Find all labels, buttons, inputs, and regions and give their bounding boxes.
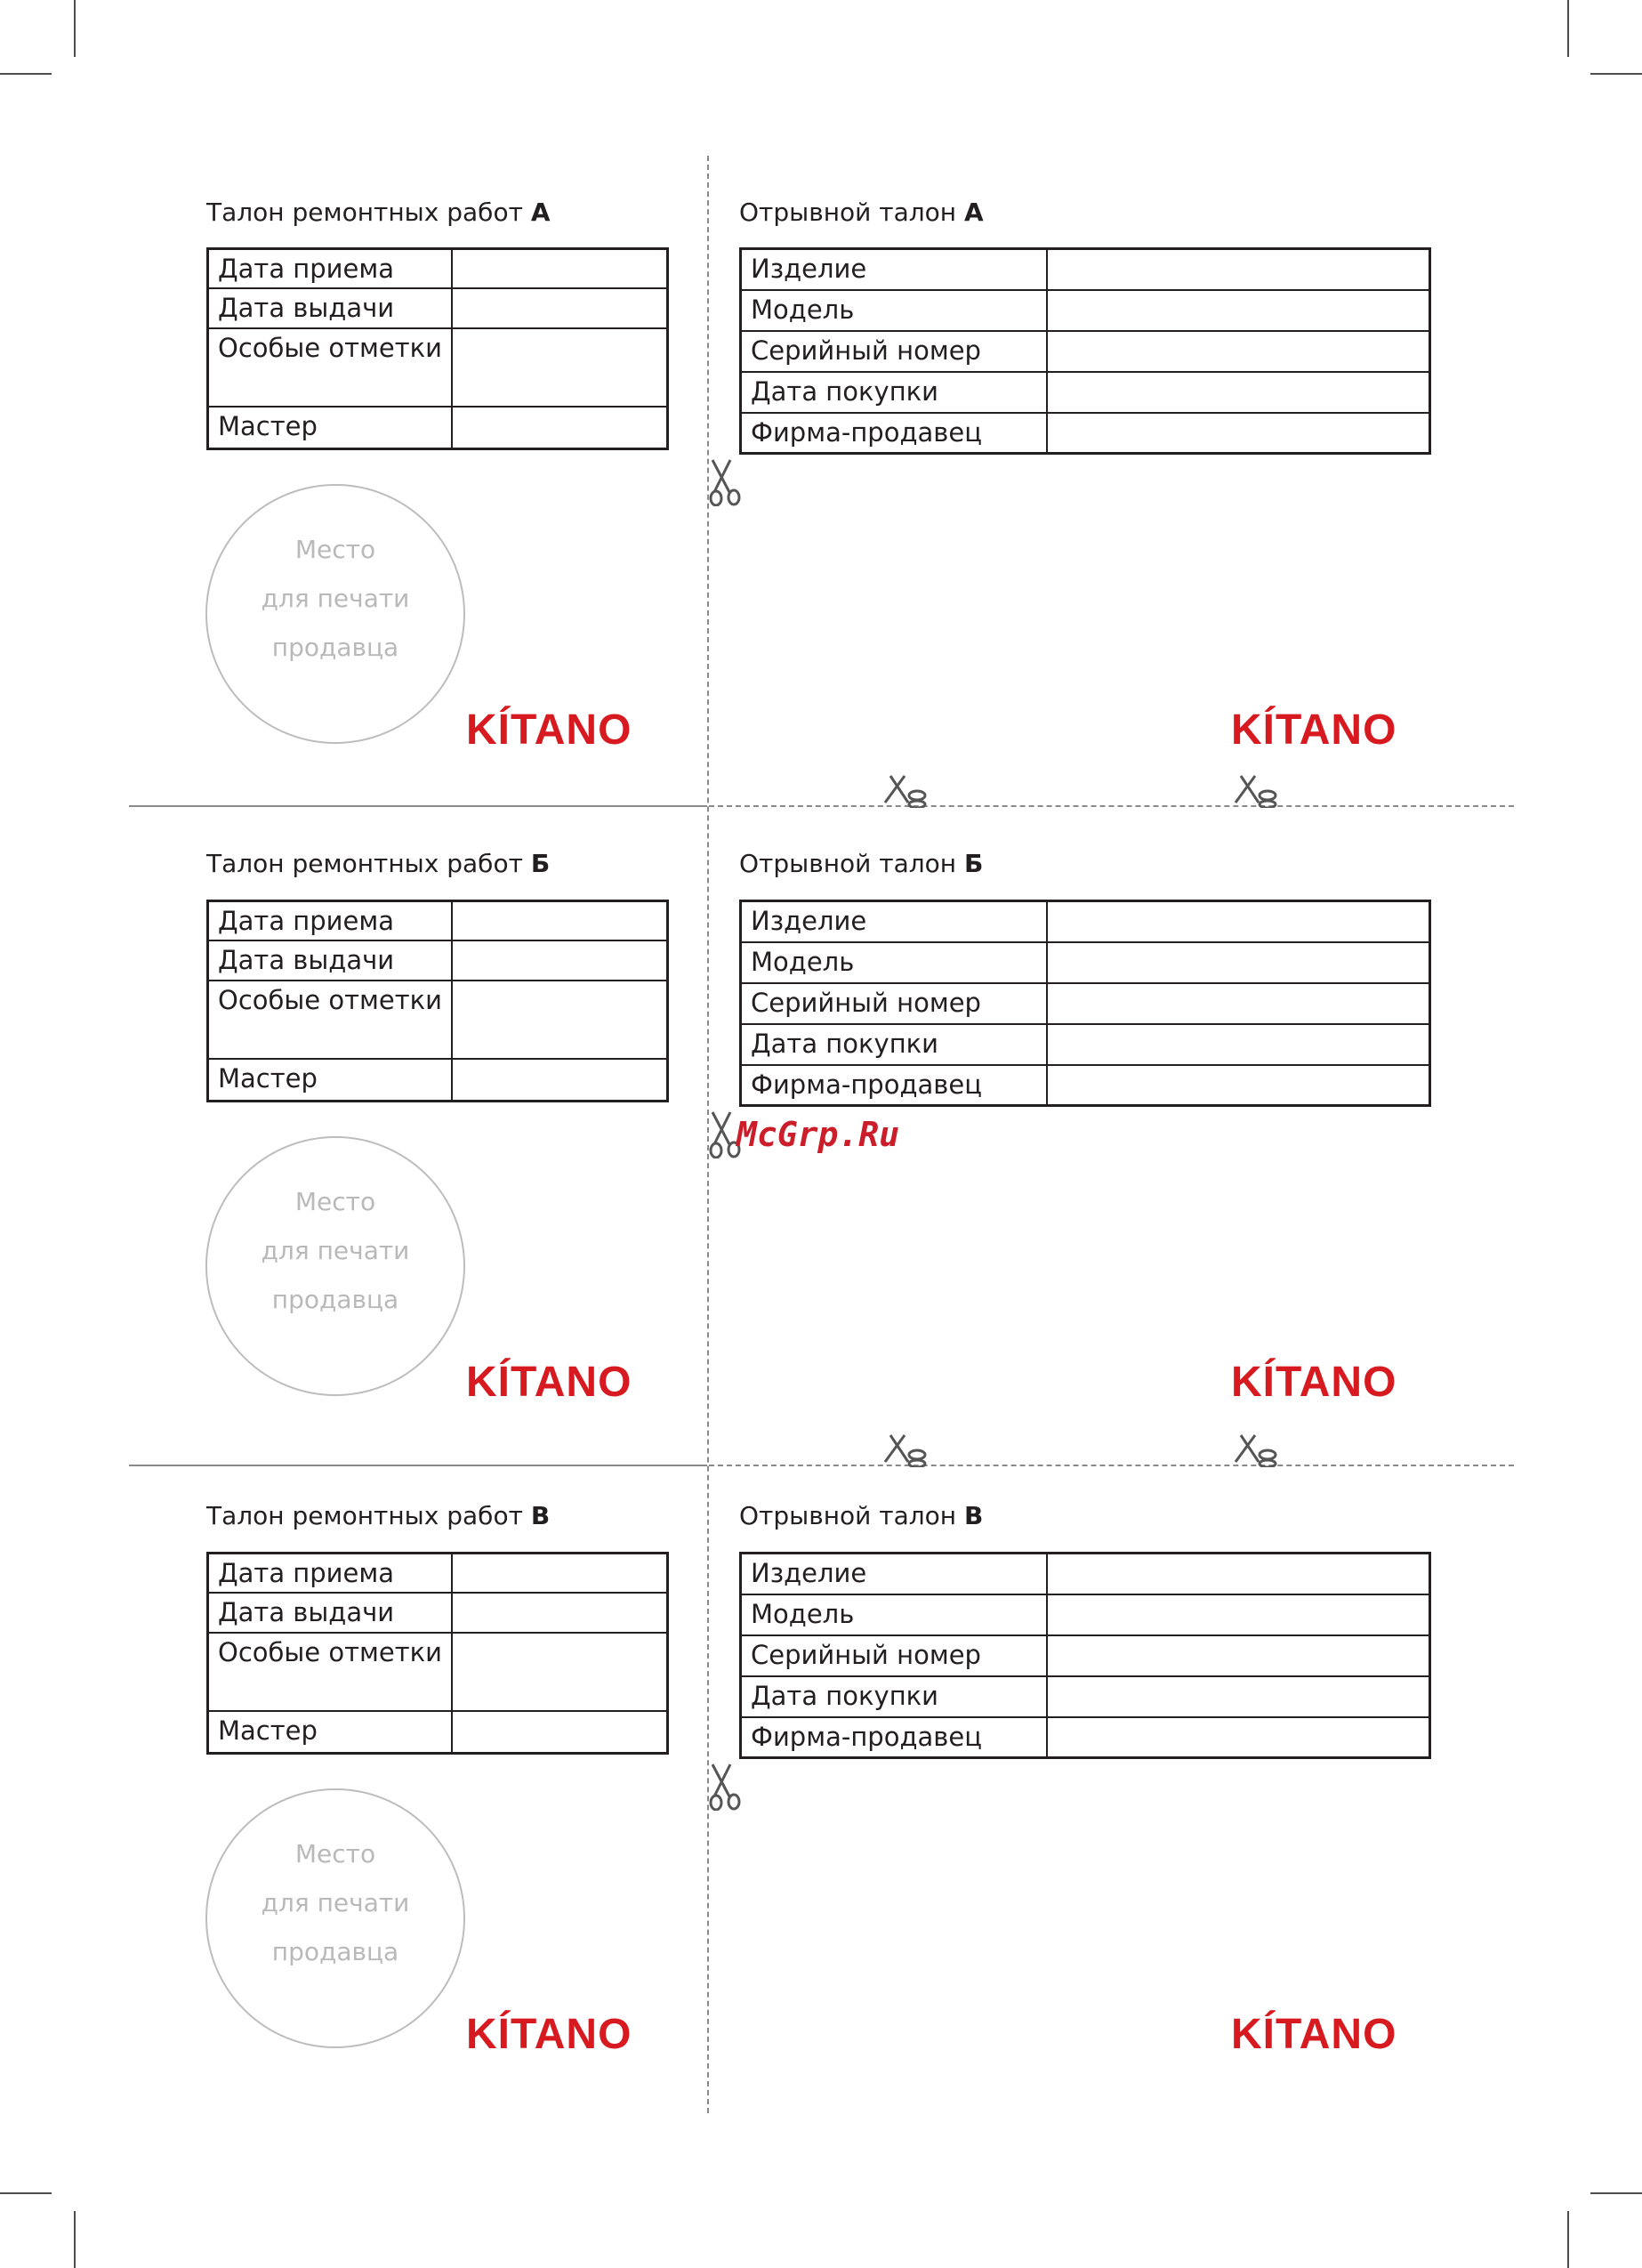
table-row xyxy=(741,983,1430,1024)
cut-line xyxy=(709,1465,1514,1466)
title-letter: Б xyxy=(530,849,551,878)
crop-mark xyxy=(0,2192,52,2194)
repair-coupon-table xyxy=(206,1552,669,1755)
field-label: Дата покупки xyxy=(741,372,1048,413)
table-row xyxy=(741,942,1430,983)
field-value[interactable] xyxy=(452,1554,668,1594)
field-label: Дата выдачи xyxy=(208,288,453,328)
field-label: Мастер xyxy=(208,1711,453,1753)
cut-line xyxy=(709,805,1514,807)
field-label: Модель xyxy=(741,290,1048,331)
kitano-logo: KÍTANO xyxy=(466,2011,632,2058)
kitano-logo: KÍTANO xyxy=(1231,1359,1397,1406)
field-value[interactable] xyxy=(452,901,668,941)
title-text: Талон ремонтных работ xyxy=(206,849,523,878)
field-label: Серийный номер xyxy=(741,1635,1048,1676)
title-text: Талон ремонтных работ xyxy=(206,1501,523,1530)
table-row xyxy=(208,940,668,981)
stamp-area xyxy=(205,484,465,744)
field-label: Изделие xyxy=(741,901,1048,942)
tear-coupon-title xyxy=(739,849,983,879)
stamp-text: Место xyxy=(294,1839,376,1868)
table-row xyxy=(741,1635,1430,1676)
field-label: Дата приема xyxy=(208,901,453,941)
tear-coupon-table xyxy=(739,1552,1431,1759)
stamp-text: Место xyxy=(294,535,376,564)
section-divider xyxy=(129,1465,707,1466)
tear-coupon-title xyxy=(739,1501,983,1531)
table-row xyxy=(741,1554,1430,1594)
table-row xyxy=(741,372,1430,413)
repair-coupon-title xyxy=(206,1501,550,1531)
table-row xyxy=(741,1594,1430,1635)
scissors-icon xyxy=(707,1763,746,1811)
field-value[interactable] xyxy=(1047,372,1430,413)
field-value[interactable] xyxy=(1047,413,1430,454)
field-value[interactable] xyxy=(1047,1065,1430,1106)
field-label: Изделие xyxy=(741,1554,1048,1594)
field-label: Серийный номер xyxy=(741,983,1048,1024)
tear-coupon-table xyxy=(739,247,1431,455)
title-text: Отрывной талон xyxy=(739,849,957,878)
title-letter: Б xyxy=(963,849,984,878)
field-value[interactable] xyxy=(1047,983,1430,1024)
field-value[interactable] xyxy=(1047,1594,1430,1635)
field-value[interactable] xyxy=(452,1593,668,1633)
field-value[interactable] xyxy=(1047,1024,1430,1065)
crop-mark xyxy=(1567,2211,1569,2268)
table-row xyxy=(208,1633,668,1711)
title-text: Отрывной талон xyxy=(739,198,957,227)
title-letter: А xyxy=(963,198,984,227)
table-row xyxy=(208,328,668,407)
field-label: Особые отметки xyxy=(208,1633,453,1711)
scissors-icon xyxy=(1228,772,1278,808)
field-label: Изделие xyxy=(741,249,1048,290)
stamp-text: продавца xyxy=(271,1937,399,1966)
kitano-logo: KÍTANO xyxy=(466,706,632,754)
field-value[interactable] xyxy=(452,407,668,448)
kitano-logo: KÍTANO xyxy=(1231,706,1397,754)
table-row xyxy=(741,249,1430,290)
field-label: Дата приема xyxy=(208,1554,453,1594)
scissors-icon xyxy=(878,772,928,808)
field-value[interactable] xyxy=(452,981,668,1059)
crop-mark xyxy=(74,0,76,57)
field-label: Модель xyxy=(741,1594,1048,1635)
title-text: Отрывной талон xyxy=(739,1501,957,1530)
field-value[interactable] xyxy=(452,328,668,407)
table-row xyxy=(208,981,668,1059)
table-row xyxy=(208,288,668,328)
field-value[interactable] xyxy=(1047,1676,1430,1717)
table-row xyxy=(741,1717,1430,1758)
field-label: Дата выдачи xyxy=(208,940,453,981)
table-row xyxy=(741,1676,1430,1717)
table-row xyxy=(208,901,668,941)
field-value[interactable] xyxy=(452,940,668,981)
crop-mark xyxy=(0,73,52,75)
crop-mark xyxy=(74,2211,76,2268)
field-value[interactable] xyxy=(452,249,668,289)
stamp-text: для печати xyxy=(261,584,410,613)
tear-coupon-title xyxy=(739,198,984,228)
stamp-text: для печати xyxy=(261,1888,410,1917)
field-label: Мастер xyxy=(208,407,453,448)
field-value[interactable] xyxy=(452,1633,668,1711)
title-letter: В xyxy=(530,1501,551,1530)
kitano-logo: KÍTANO xyxy=(1231,2011,1397,2058)
table-row xyxy=(741,1065,1430,1106)
field-value[interactable] xyxy=(1047,1635,1430,1676)
field-label: Дата выдачи xyxy=(208,1593,453,1633)
field-label: Дата покупки xyxy=(741,1024,1048,1065)
crop-mark xyxy=(1590,73,1642,75)
table-row xyxy=(208,1593,668,1633)
crop-mark xyxy=(1590,2192,1642,2194)
field-label: Дата приема xyxy=(208,249,453,289)
table-row xyxy=(208,1554,668,1594)
tear-coupon-table xyxy=(739,900,1431,1107)
field-label: Серийный номер xyxy=(741,331,1048,372)
field-value[interactable] xyxy=(452,1059,668,1101)
stamp-text: продавца xyxy=(271,1285,399,1314)
stamp-text: продавца xyxy=(271,633,399,662)
field-value[interactable] xyxy=(1047,1717,1430,1758)
table-row xyxy=(741,290,1430,331)
field-value[interactable] xyxy=(1047,942,1430,983)
title-letter: В xyxy=(963,1501,984,1530)
table-row xyxy=(208,1059,668,1101)
field-value[interactable] xyxy=(1047,331,1430,372)
field-label: Фирма-продавец xyxy=(741,413,1048,454)
scissors-icon xyxy=(707,458,746,506)
scissors-icon xyxy=(1228,1432,1278,1467)
field-value[interactable] xyxy=(1047,249,1430,290)
table-row xyxy=(741,413,1430,454)
field-value[interactable] xyxy=(1047,901,1430,942)
table-row xyxy=(208,249,668,289)
kitano-logo: KÍTANO xyxy=(466,1359,632,1406)
table-row xyxy=(208,407,668,448)
watermark: McGrp.Ru xyxy=(736,1115,900,1154)
field-label: Особые отметки xyxy=(208,328,453,407)
table-row xyxy=(208,1711,668,1753)
field-label: Модель xyxy=(741,942,1048,983)
field-label: Мастер xyxy=(208,1059,453,1101)
scissors-icon xyxy=(878,1432,928,1467)
section-divider xyxy=(129,805,707,807)
field-label: Дата покупки xyxy=(741,1676,1048,1717)
table-row xyxy=(741,331,1430,372)
repair-coupon-table xyxy=(206,900,669,1102)
field-label: Фирма-продавец xyxy=(741,1717,1048,1758)
field-value[interactable] xyxy=(452,288,668,328)
stamp-text: Место xyxy=(294,1187,376,1216)
repair-coupon-table xyxy=(206,247,669,450)
field-value[interactable] xyxy=(452,1711,668,1753)
repair-coupon-title xyxy=(206,849,550,879)
stamp-area xyxy=(205,1788,465,2048)
crop-mark xyxy=(1567,0,1569,57)
table-row xyxy=(741,901,1430,942)
table-row xyxy=(741,1024,1430,1065)
field-label: Особые отметки xyxy=(208,981,453,1059)
repair-coupon-title xyxy=(206,198,550,228)
title-text: Талон ремонтных работ xyxy=(206,198,523,227)
stamp-text: для печати xyxy=(261,1236,410,1265)
field-value[interactable] xyxy=(1047,290,1430,331)
field-label: Фирма-продавец xyxy=(741,1065,1048,1106)
stamp-area xyxy=(205,1136,465,1396)
title-letter: А xyxy=(530,198,551,227)
field-value[interactable] xyxy=(1047,1554,1430,1594)
